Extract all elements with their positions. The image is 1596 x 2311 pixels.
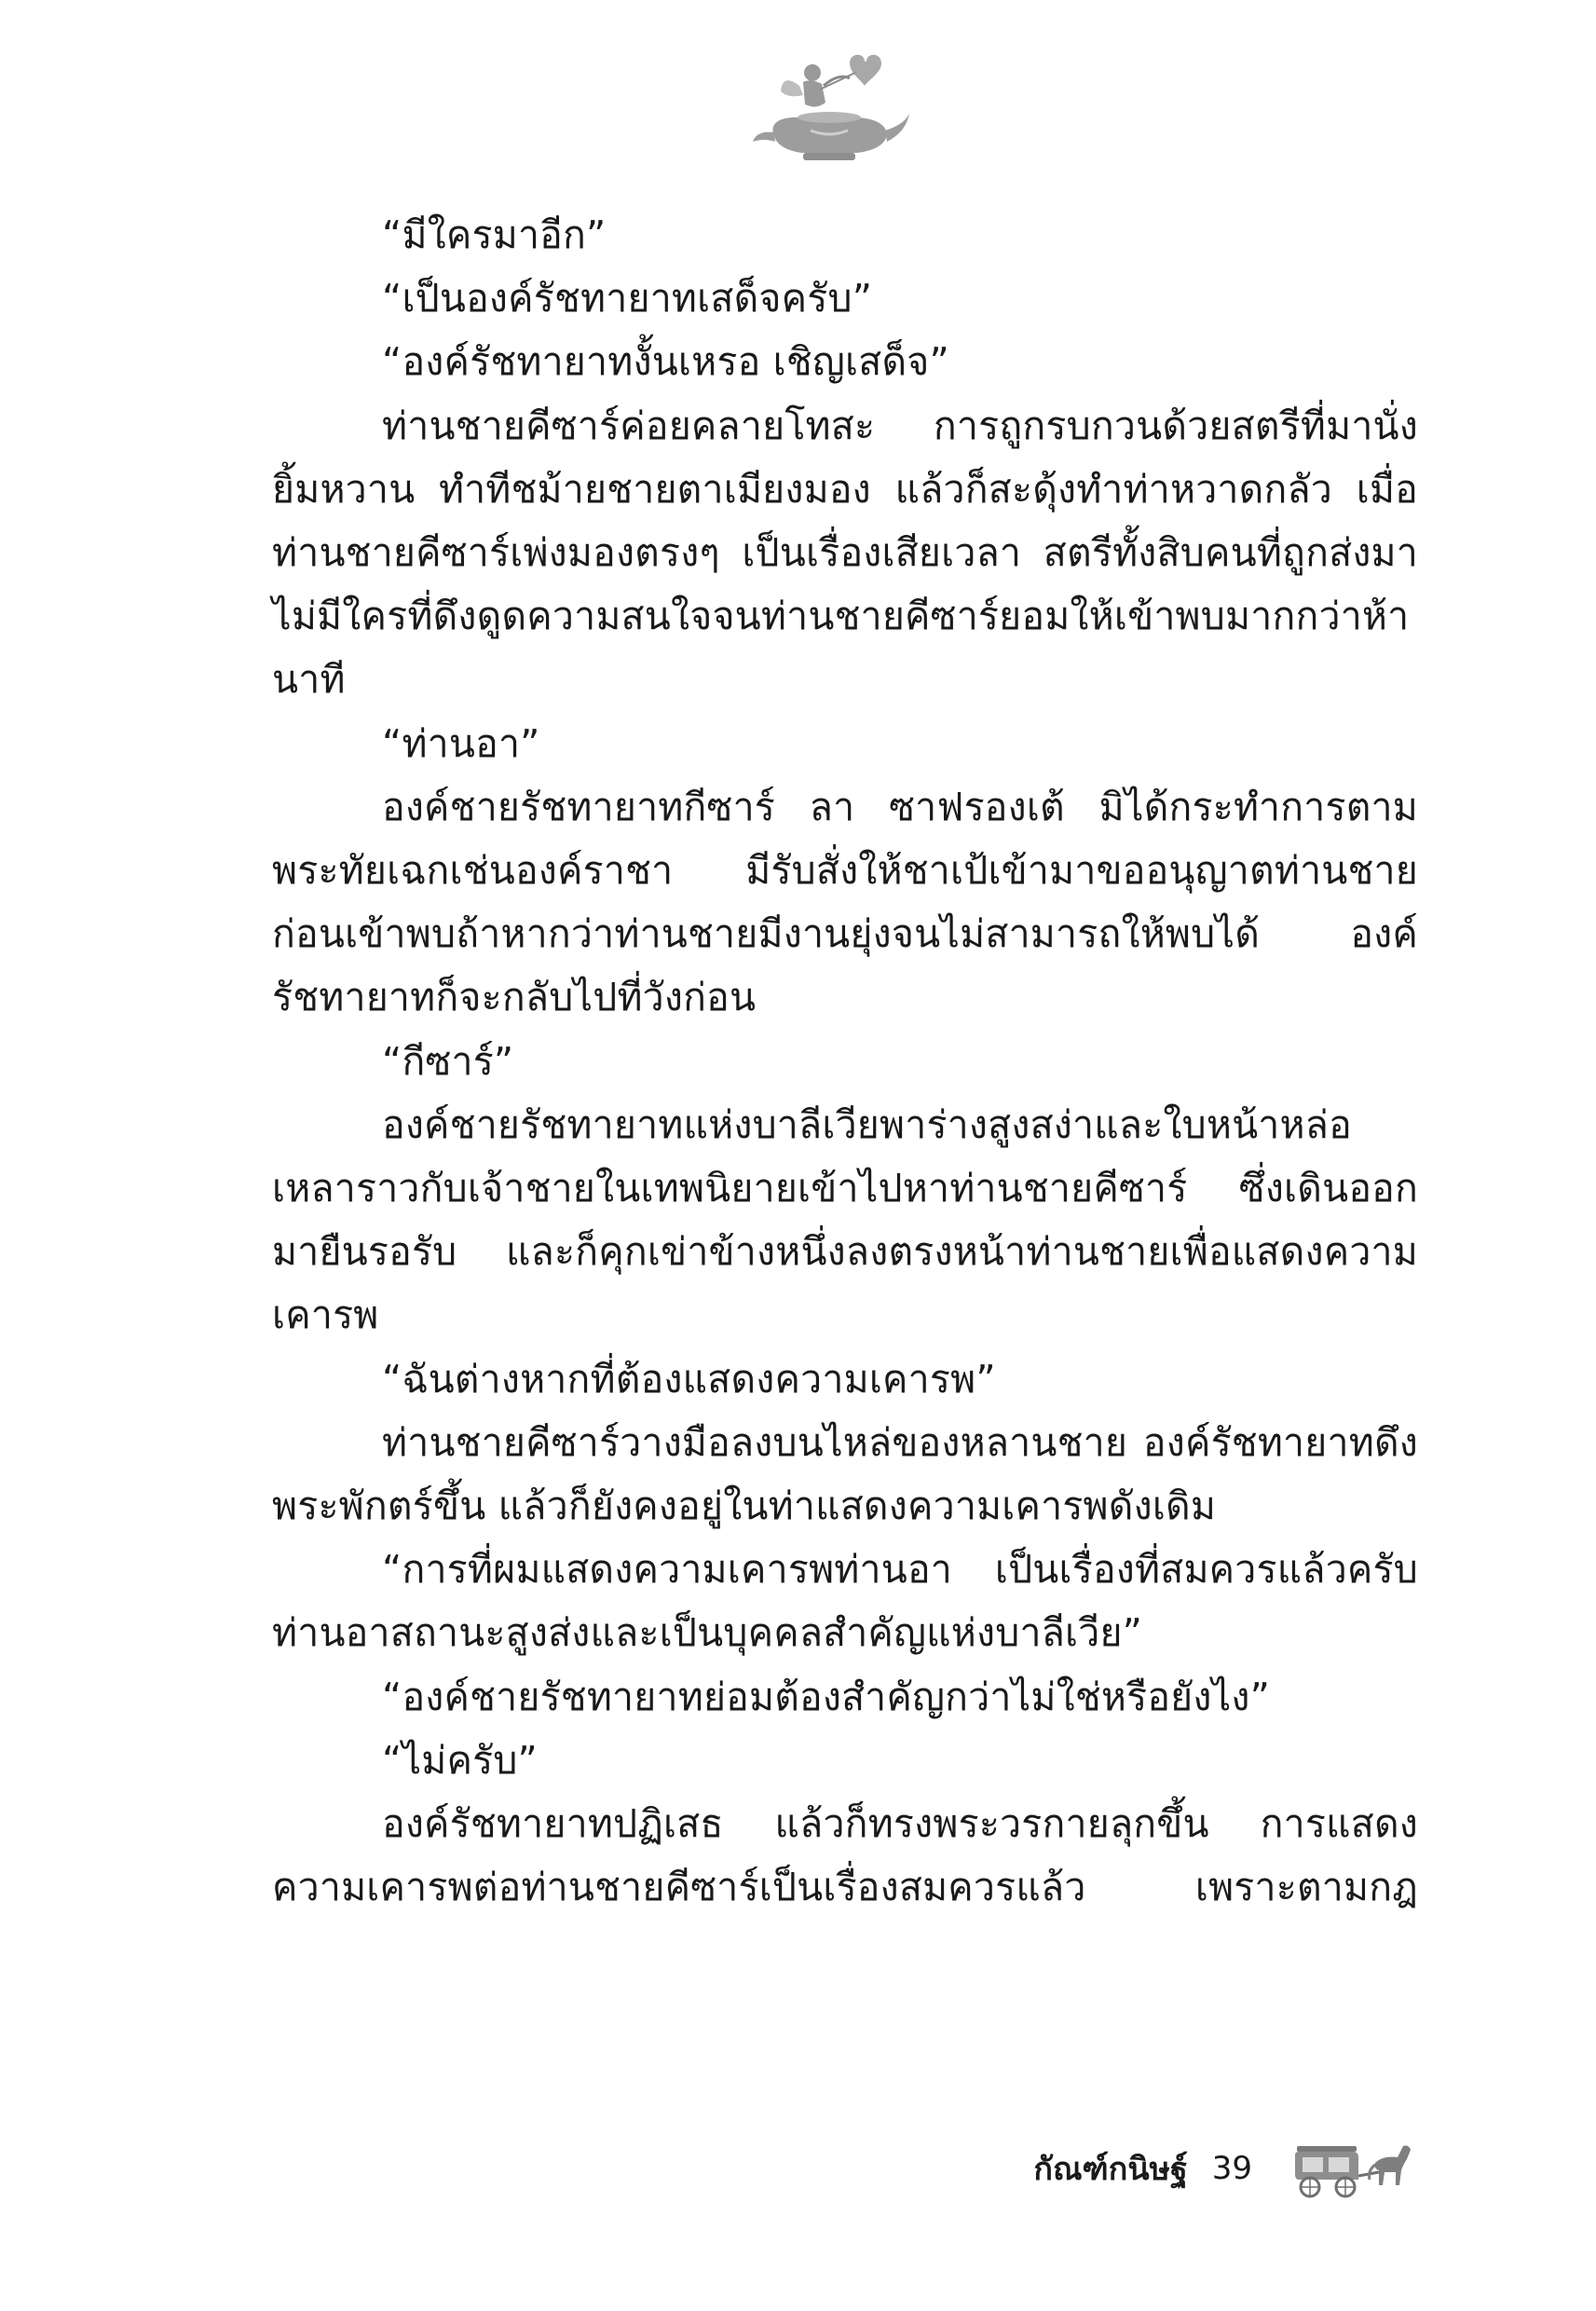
paragraph-dialogue: “มีใครมาอีก” <box>382 212 607 257</box>
paragraph-dialogue: “เป็นองค์รัชทายาทเสด็จครับ” <box>382 276 873 321</box>
paragraph-narration: องค์ชายรัชทายาทกีซาร์ ลา ซาฟรองเต้ มิได้กระทำการตามพระทัยเฉกเช่นองค์ราชา มีรับสั่งให้ชาเป้เข้ามาขออนุญาตท่านชายก่อนเข้าพบถ้าหากว่าท่านชายมีงานยุ่งจนไม่สามารถให้พบได้ องค์รัชทายาทก็จะกลับไปที่วังก่อน <box>272 784 1418 1020</box>
book-title: กัณฑ์กนิษฐ์ <box>1033 2151 1188 2188</box>
paragraph-narration: ท่านชายคีซาร์ค่อยคลายโทสะ การถูกรบกวนด้วยสตรีที่มานั่งยิ้มหวาน ทำทีชม้ายชายตาเมียงมอง แล้วก็สะดุ้งทำท่าหวาดกลัว เมื่อท่านชายคีซาร์เพ่งมองตรงๆ เป็นเรื่องเสียเวลา สตรีทั้งสิบคนที่ถูกส่งมาไม่มีใครที่ดึงดูดความสนใจจนท่านชายคีซาร์ยอมให้เข้าพบมากกว่าห้านาที <box>272 403 1418 703</box>
paragraph-dialogue: “องค์รัชทายาทงั้นเหรอ เชิญเสด็จ” <box>382 339 949 385</box>
cupid-teapot-ornament-icon <box>745 45 913 175</box>
paragraph-narration: องค์รัชทายาทปฏิเสธ แล้วก็ทรงพระวรกายลุกขึ้น การแสดงความเคารพต่อท่านชายคีซาร์เป็นเรื่องสมควรแล้ว เพราะตามกฎ <box>272 1801 1418 1910</box>
paragraph-dialogue: “กีซาร์” <box>382 1038 514 1084</box>
paragraph-narration: องค์ชายรัชทายาทแห่งบาลีเวียพาร่างสูงสง่าและใบหน้าหล่อเหลาราวกับเจ้าชายในเทพนิยายเข้าไปหาท่านชายคีซาร์ ซึ่งเดินออกมายืนรอรับ และก็คุกเข่าข้างหนึ่งลงตรงหน้าท่านชายเพื่อแสดงความเคารพ <box>272 1101 1418 1338</box>
paragraph-dialogue: “ไม่ครับ” <box>382 1737 539 1783</box>
paragraph-dialogue: “องค์ชายรัชทายาทย่อมต้องสำคัญกว่าไม่ใช่หรือยังไง” <box>382 1674 1271 1719</box>
story-text <box>272 203 1418 1919</box>
paragraph-dialogue: “ฉันต่างหากที่ต้องแสดงความเคารพ” <box>382 1356 996 1402</box>
page-footer <box>1033 2136 1414 2201</box>
paragraph-dialogue: “ท่านอา” <box>382 720 540 766</box>
page-number: 39 <box>1211 2150 1252 2187</box>
paragraph-dialogue: “การที่ผมแสดงความเคารพท่านอา เป็นเรื่องที่สมควรแล้วครับท่านอาสถานะสูงส่งและเป็นบุคคลสำคัญแห่งบาลีเวีย” <box>272 1547 1418 1656</box>
paragraph-narration: ท่านชายคีซาร์วางมือลงบนไหล่ของหลานชาย องค์รัชทายาทดึงพระพักตร์ขึ้น แล้วก็ยังคงอยู่ในท่าแสดงความเคารพดังเดิม <box>272 1419 1418 1529</box>
horse-carriage-icon <box>1293 2139 1414 2198</box>
